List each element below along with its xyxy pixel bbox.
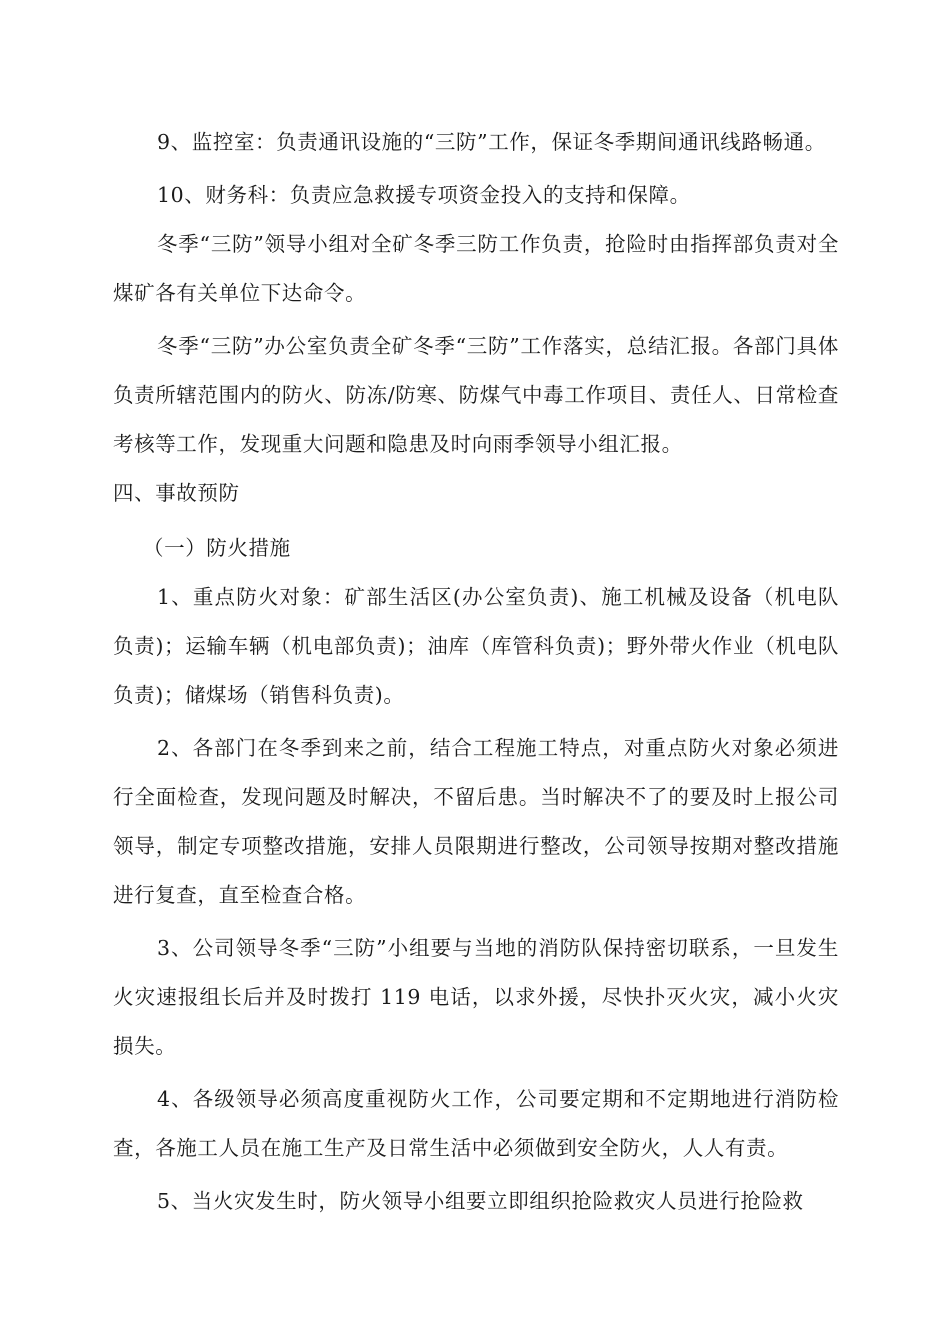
paragraph-finance-dept: 10、财务科：负责应急救援专项资金投入的支持和保障。 xyxy=(157,183,691,207)
paragraph-fire-item-2: 2、各部门在冬季到来之前，结合工程施工特点，对重点防火对象必须进行全面检查，发现问题及时解决，不留后患。当时解决不了的要及时上报公司领导，制定专项整改措施，安排人员限期进行整改，公司领导按期对整改措施进行复查，直至检查合格。 xyxy=(113,736,839,907)
subsection-heading-fire-measures: （一）防火措施 xyxy=(143,536,291,560)
document-page xyxy=(113,118,839,1226)
section-heading-accident-prevention: 四、事故预防 xyxy=(113,481,240,505)
paragraph-leadership-group: 冬季“三防”领导小组对全矿冬季三防工作负责，抢险时由指挥部负责对全煤矿各有关单位下达命令。 xyxy=(113,232,839,305)
paragraph-fire-item-1: 1、重点防火对象：矿部生活区(办公室负责)、施工机械及设备（机电队负责)；运输车辆（机电部负责)；油库（库管科负责)；野外带火作业（机电队负责)；储煤场（销售科负责)。 xyxy=(113,585,839,707)
paragraph-fire-item-4: 4、各级领导必须高度重视防火工作，公司要定期和不定期地进行消防检查，各施工人员在施工生产及日常生活中必须做到安全防火，人人有责。 xyxy=(113,1087,839,1160)
paragraph-fire-item-3: 3、公司领导冬季“三防”小组要与当地的消防队保持密切联系，一旦发生火灾速报组长后并及时拨打 119 电话，以求外援，尽快扑灭火灾，减小火灾损失。 xyxy=(113,936,839,1058)
paragraph-office-duties: 冬季“三防”办公室负责全矿冬季“三防”工作落实，总结汇报。各部门具体负责所辖范围内的防火、防冻/防寒、防煤气中毒工作项目、责任人、日常检查考核等工作，发现重大问题和隐患及时向雨季领导小组汇报。 xyxy=(113,334,839,456)
paragraph-fire-item-5: 5、当火灾发生时，防火领导小组要立即组织抢险救灾人员进行抢险救 xyxy=(157,1189,804,1213)
paragraph-monitoring-room: 9、监控室：负责通讯设施的“三防”工作，保证冬季期间通讯线路畅通。 xyxy=(157,130,826,154)
